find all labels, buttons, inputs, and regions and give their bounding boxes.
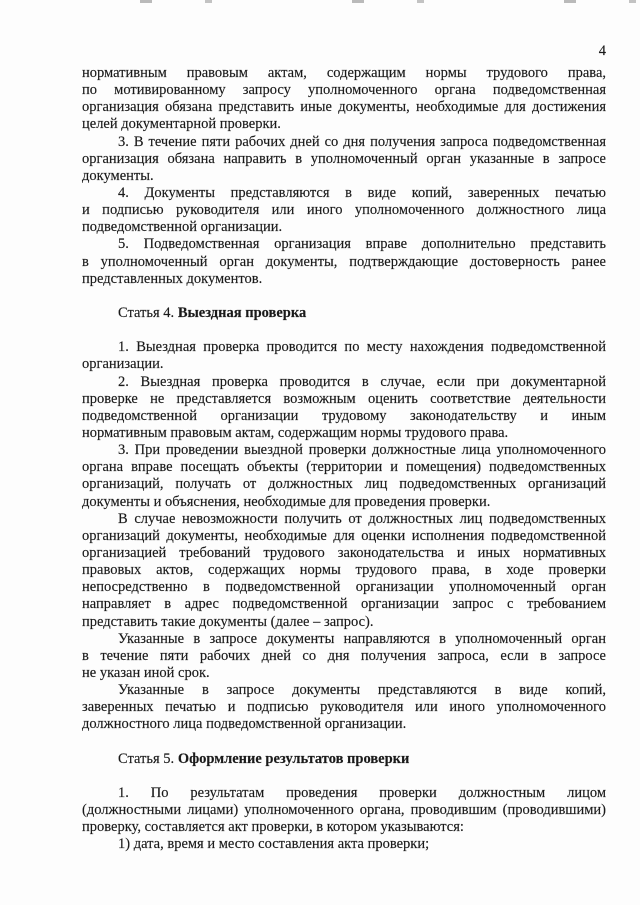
text-line: документы и объяснения, необходимые для проведения проверки. [82,493,491,510]
text-line: правовых актов, содержащих нормы трудового права, в ходе проверки [82,562,606,579]
paragraph [82,631,606,682]
text-line: Указанные в запросе документы направляются в уполномоченный орган [118,630,606,647]
paragraph [82,836,606,853]
text-line: документы. [82,167,154,184]
text-line: Указанные в запросе документы представляются в виде копий, [118,682,606,699]
paragraph [82,339,606,373]
text-line: должностного лица подведомственной организации. [82,716,407,733]
paragraph [82,785,606,836]
blank-line [82,288,606,305]
text-line: целей документарной проверки. [82,116,281,133]
text-line: и подписью руководителя или иного уполномоченного должностного лица [82,202,606,219]
text-line: 5. Подведомственная организация вправе дополнительно представить [118,236,606,253]
paragraph [82,442,606,511]
text-line: организации. [82,356,164,373]
text-line: проверку, составляется акт проверки, в котором указываются: [82,819,464,836]
text-line: проверке не представляется возможным оценить соответствие деятельности [82,390,606,407]
text-line: направляет в адрес подведомственной организации запрос с требованием [82,596,606,613]
article-4-number: Статья 4. [118,304,175,321]
article-4-title: Выездная проверка [177,304,307,321]
text-line: (должностными лицами) уполномоченного органа, проводившим (проводившими) [82,802,606,819]
paragraph [82,134,606,185]
paragraph [82,682,606,733]
text-line: нормативным правовым актам, содержащим нормы трудового права. [82,424,509,441]
text-line: 3. В течение пяти рабочих дней со дня получения запроса подведомственная [118,133,606,150]
text-line: 1. Выездная проверка проводится по месту нахождения подведомственной [118,339,606,356]
text-line: В случае невозможности получить от должностных лиц подведомственных [118,510,606,527]
article-5-title: Оформление результатов проверки [177,750,410,767]
text-line: подведомственной организации трудовому законодательству и иным [82,407,606,424]
text-line: организацией требований трудового законодательства и иных нормативных [82,544,606,561]
text-line: 4. Документы представляются в виде копий, заверенных печатью [118,184,606,201]
document-body [82,65,606,853]
text-line: организаций, получать от должностных лиц подведомственных организаций [82,476,606,493]
text-line: 1) дата, время и место составления акта проверки; [118,836,430,853]
paragraph [82,185,606,236]
text-line: непосредственно в подведомственной организации уполномоченный орган [82,579,606,596]
text-line: подведомственной организации. [82,219,283,236]
text-line: в течение пяти рабочих дней со дня получения запроса, если в запросе [82,647,606,664]
text-line: не указан иной срок. [82,664,210,681]
page-number: 4 [598,43,606,59]
paragraph [82,374,606,443]
text-line: организаций документы, необходимые для оценки исполнения подведомственной [82,527,606,544]
paragraph [82,65,606,134]
paragraph [82,511,606,631]
text-line: 3. При проведении выездной проверки должностные лица уполномоченного [118,442,606,459]
blank-line [82,768,606,785]
text-line: представленных документов. [82,270,263,287]
text-line: нормативным правовым актам, содержащим нормы трудового права, [82,65,606,81]
scan-edge-artifact [0,0,640,3]
text-line: в уполномоченный орган документы, подтверждающие достоверность ранее [82,253,606,270]
article-5-number: Статья 5. [118,750,175,767]
text-line: заверенных печатью и подписью руководителя или иного уполномоченного [82,699,606,716]
text-line: организация обязана представить иные документы, необходимые для достижения [82,99,606,116]
paragraph [82,236,606,287]
text-line: по мотивированному запросу уполномоченного органа подведомственная [82,82,606,99]
text-line: организация обязана направить в уполномоченный орган указанные в запросе [82,150,606,167]
text-line: представить такие документы (далее – запрос). [82,613,374,630]
text-line: 1. По результатам проведения проверки должностным лицом [118,784,606,801]
text-line: органа вправе посещать объекты (территории и помещения) подведомственных [82,459,606,476]
blank-line [82,322,606,339]
text-line: 2. Выездная проверка проводится в случае, если при документарной [118,373,606,390]
article-4-heading [82,305,606,322]
article-5-heading [82,751,606,768]
blank-line [82,733,606,750]
